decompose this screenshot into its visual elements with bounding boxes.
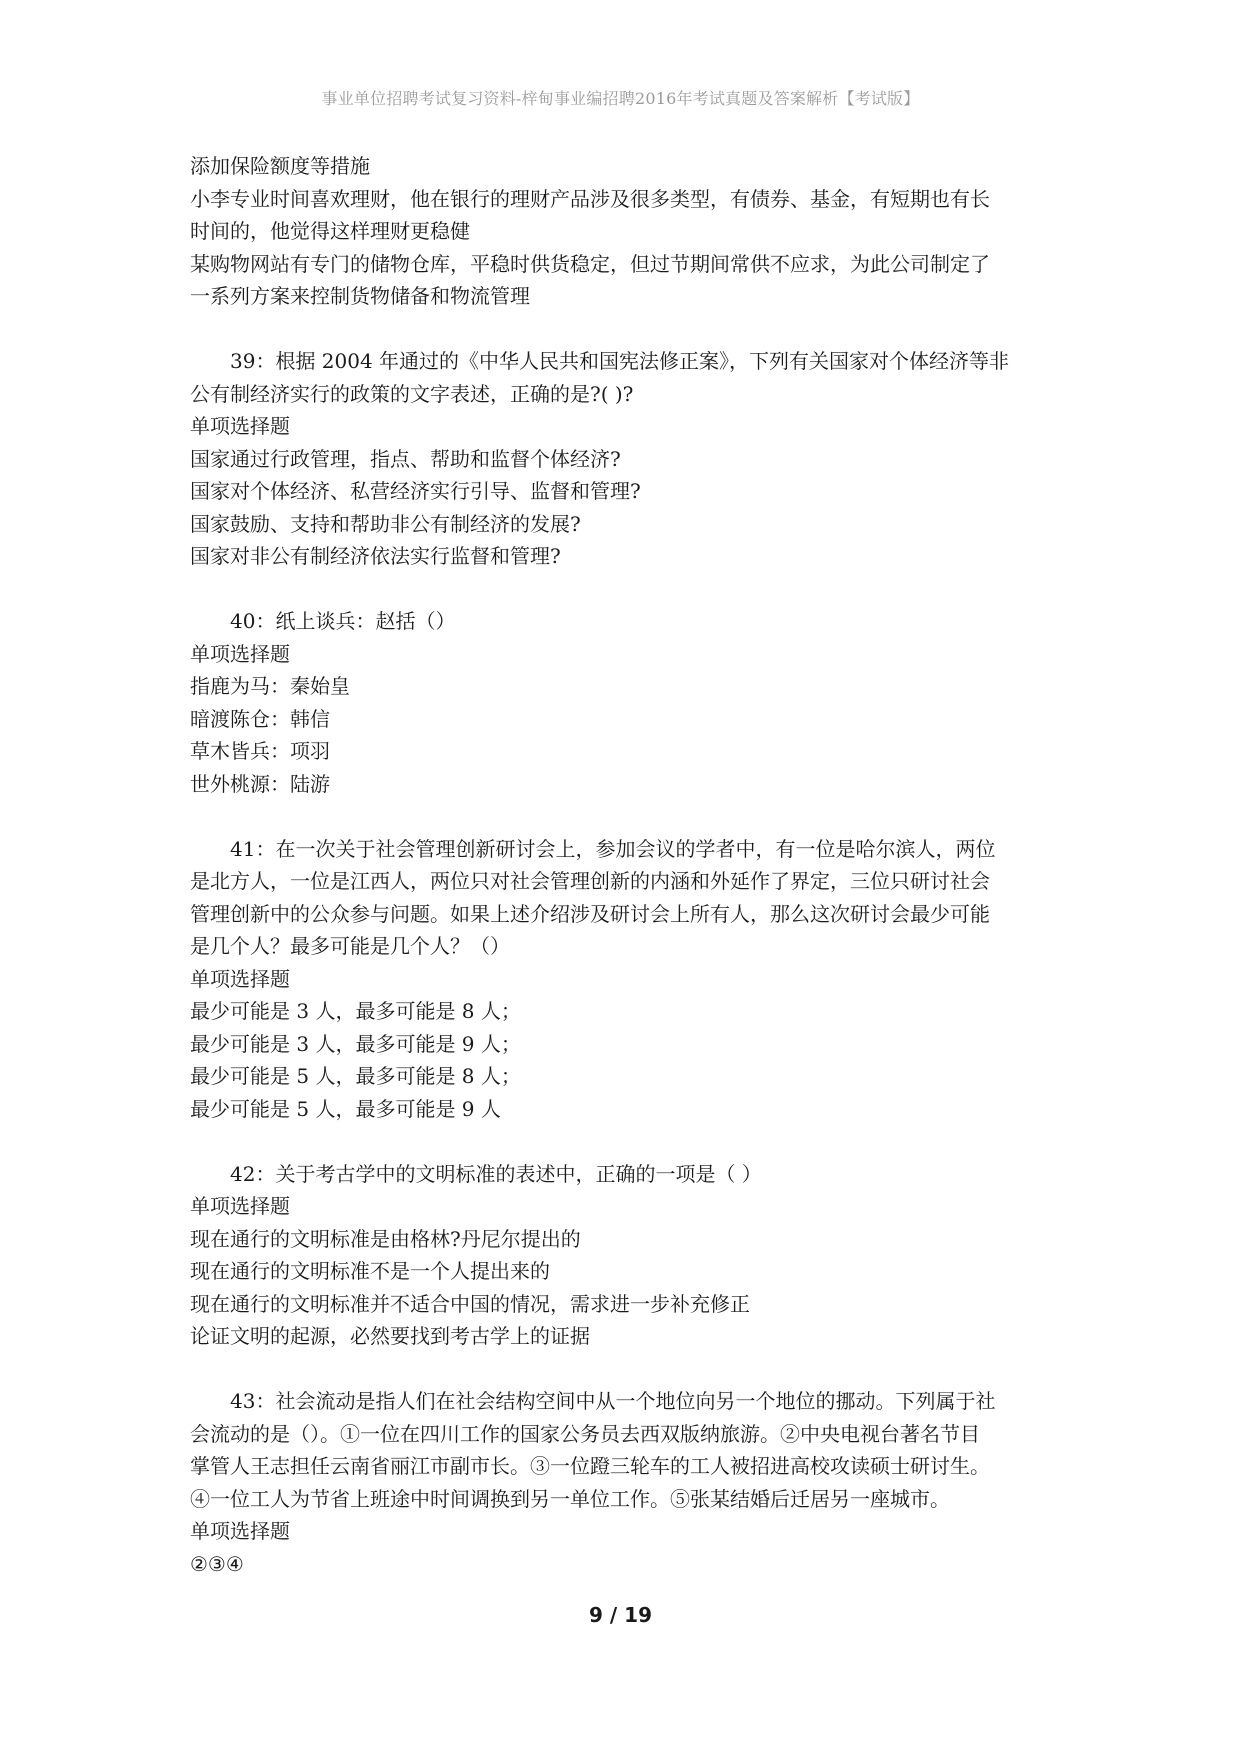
question-stem: 是北方人，一位是江西人，两位只对社会管理创新的内涵和外延作了界定，三位只研讨社会 [190,869,990,893]
option-c: 现在通行的文明标准并不适合中国的情况，需求进一步补充修正 [190,1291,750,1316]
option-d: 世外桃源：陆游 [190,771,330,796]
option-b: 最少可能是 3 人，最多可能是 9 人； [190,1031,521,1056]
option-c: 草木皆兵：项羽 [190,739,330,763]
option-line: 一系列方案来控制货物储备和物流管理 [190,284,530,308]
question-stem: 公有制经济实行的政策的文字表述，正确的是?( )? [190,381,634,406]
question-39 [190,345,1070,573]
option-d: 最少可能是 5 人，最多可能是 9 人 [190,1096,501,1121]
option-line: 添加保险额度等措施 [190,154,370,178]
question-40 [190,605,1070,800]
question-stem: 42：关于考古学中的文明标准的表述中，正确的一项是（ ） [230,1161,762,1186]
question-type: 单项选择题 [190,414,290,438]
question-42 [190,1158,1070,1353]
question-stem: 是几个人？最多可能是几个人？（） [190,934,510,958]
question-type: 单项选择题 [190,1519,290,1543]
question-43 [190,1385,1070,1580]
question-stem: 40：纸上谈兵：赵括（） [230,609,456,633]
question-stem: ④一位工人为节省上班途中时间调换到另一单位工作。⑤张某结婚后迁居另一座城市。 [190,1486,950,1511]
continued-options [190,150,1070,313]
page-number: 9 / 19 [589,1603,652,1627]
option-line: 小李专业时间喜欢理财，他在银行的理财产品涉及很多类型，有债券、基金，有短期也有长 [190,186,990,211]
question-stem: 41：在一次关于社会管理创新研讨会上，参加会议的学者中，有一位是哈尔滨人，两位 [230,836,996,861]
question-type: 单项选择题 [190,966,290,991]
option-c: 最少可能是 5 人，最多可能是 8 人； [190,1064,521,1088]
option-b: 国家对个体经济、私营经济实行引导、监督和管理? [190,479,641,503]
option-c: 国家鼓励、支持和帮助非公有制经济的发展? [190,511,581,536]
question-type: 单项选择题 [190,641,290,666]
question-stem: 43：社会流动是指人们在社会结构空间中从一个地位向另一个地位的挪动。下列属于社 [230,1389,996,1413]
option-a: ②③④ [190,1551,244,1576]
question-stem: 管理创新中的公众参与问题。如果上述介绍涉及研讨会上所有人，那么这次研讨会最少可能 [190,901,990,926]
question-stem: 39：根据 2004 年通过的《中华人民共和国宪法修正案》，下列有关国家对个体经济等非 [230,349,1010,373]
running-header: 事业单位招聘考试复习资料-梓甸事业编招聘2016年考试真题及答案解析【考试版】 [321,89,920,108]
option-b: 现在通行的文明标准不是一个人提出来的 [190,1259,550,1283]
question-41 [190,833,1070,1126]
document-body [190,150,1070,1580]
option-a: 指鹿为马：秦始皇 [190,674,350,698]
option-a: 现在通行的文明标准是由格林?丹尼尔提出的 [190,1226,581,1251]
option-a: 国家通过行政管理，指点、帮助和监督个体经济? [190,446,621,471]
option-line: 时间的，他觉得这样理财更稳健 [190,219,470,243]
option-line: 某购物网站有专门的储物仓库，平稳时供货稳定，但过节期间常供不应求，为此公司制定了 [190,251,990,276]
option-a: 最少可能是 3 人，最多可能是 8 人； [190,999,521,1023]
option-d: 论证文明的起源，必然要找到考古学上的证据 [190,1324,590,1348]
option-d: 国家对非公有制经济依法实行监督和管理? [190,544,561,568]
question-type: 单项选择题 [190,1194,290,1218]
question-stem: 会流动的是（）。①一位在四川工作的国家公务员去西双版纳旅游。②中央电视台著名节目 [190,1421,980,1446]
option-b: 暗渡陈仓：韩信 [190,706,330,731]
question-stem: 掌管人王志担任云南省丽江市副市长。③一位蹬三轮车的工人被招进高校攻读硕士研讨生。 [190,1454,990,1478]
